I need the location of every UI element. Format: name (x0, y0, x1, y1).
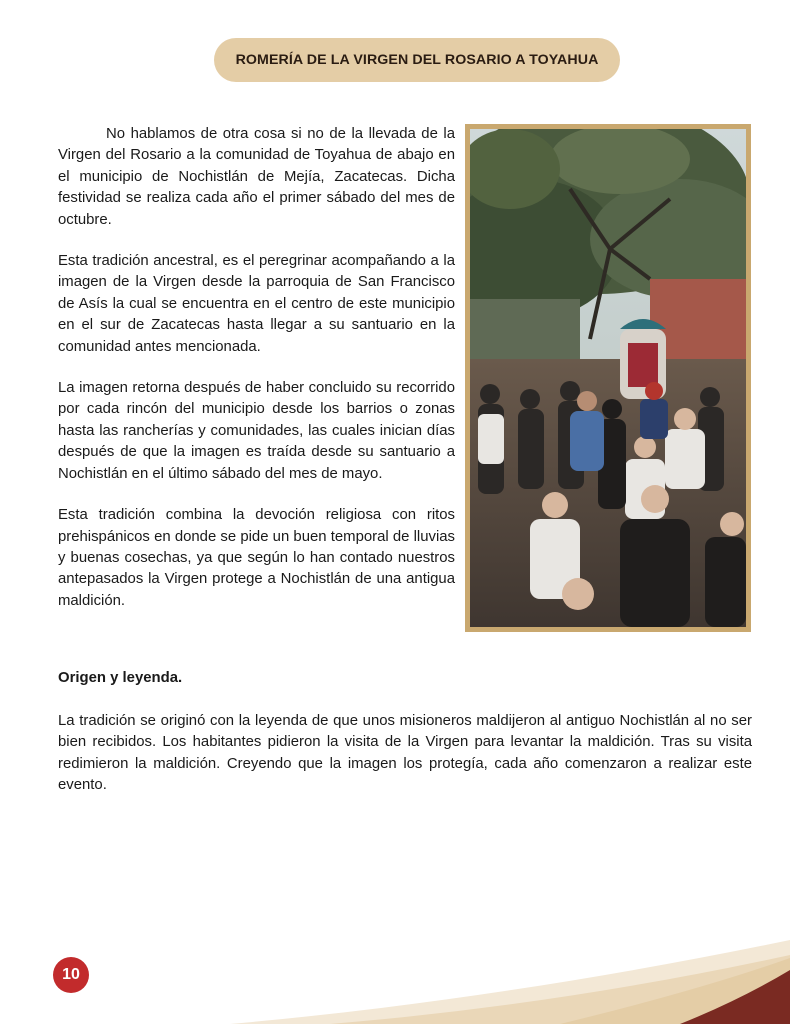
paragraph-4: Esta tradición combina la devoción religiosa con ritos prehispánicos en donde se pide un buen temporal de lluvias y buenas cosechas, ya que según lo han contado nuestros antepasados la Virgen protege a Nochistlán de una antigua maldición. (58, 507, 455, 609)
paragraph-1: No hablamos de otra cosa si no de la llevada de la Virgen del Rosario a la comunidad de Toyahua de abajo en el municipio de Nochistlán de Mejía, Zacatecas. Dicha festividad se realiza cada año el primer sábado del mes de octubre. (58, 126, 455, 228)
section-body: La tradición se originó con la leyenda de que unos misioneros maldijeron al antiguo Nochistlán al no ser bien recibidos. Los habitantes pidieron la visita de la Virgen para levantar la maldición. Tras su visita redimieron la maldición. Creyendo que la imagen los protegía, cada año comenzaron a realizar este evento. (58, 713, 752, 794)
procession-photo (470, 129, 746, 627)
paragraph-3: La imagen retorna después de haber concluido su recorrido por cada rincón del municipio desde los barrios o zonas hasta las rancherías y comunidades, las cuales inician días después de que la imagen es traída desde su santuario a Nochistlán en el último sábado del mes de mayo. (58, 380, 455, 482)
photo-frame (465, 124, 751, 632)
intro-column (58, 124, 455, 632)
header-banner (214, 38, 620, 82)
footer-swoosh (0, 930, 790, 1024)
paragraph-2: Esta tradición ancestral, es el peregrinar acompañando a la imagen de la Virgen desde la parroquia de San Francisco de Asís la cual se encuentra en el centro de este municipio en el sur de Zacatecas hasta llegar a su santuario en la comunidad antes mencionada. (58, 253, 455, 355)
page-number-badge: 10 (53, 957, 89, 993)
page-title: ROMERÍA DE LA VIRGEN DEL ROSARIO A TOYAHUA (235, 52, 599, 68)
section-heading: Origen y leyenda. (58, 670, 183, 686)
